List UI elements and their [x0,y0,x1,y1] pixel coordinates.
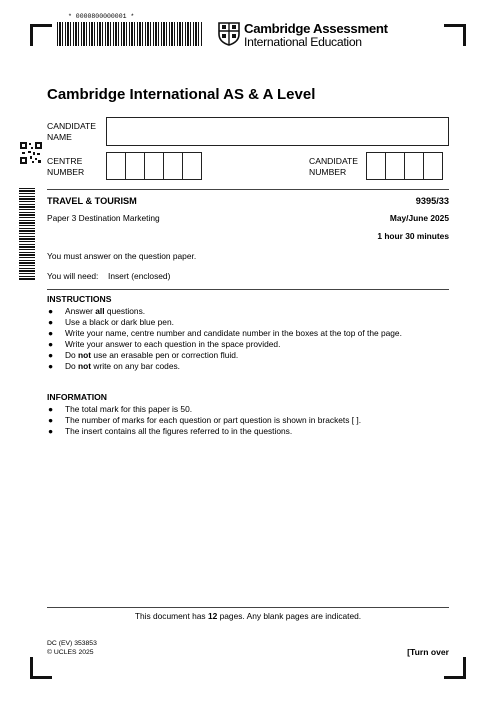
instructions-heading: INSTRUCTIONS [47,294,112,304]
corner-mark-top-right-h [444,24,466,27]
brand-line-2: International Education [244,35,362,49]
you-will-need-label: You will need: [47,271,99,281]
centre-number-label: CENTRE NUMBER [47,156,85,177]
turn-over-note: [Turn over [407,647,449,657]
candidate-name-field[interactable] [106,117,449,146]
corner-mark-bottom-right-h [444,676,466,679]
candidate-name-label: CANDIDATE NAME [47,121,97,142]
corner-mark-top-left [30,24,33,46]
side-barcode [19,188,35,280]
page-count-note: This document has 12 pages. Any blank pages are indicated. [134,611,362,621]
answer-note: You must answer on the question paper. [47,251,197,261]
centre-number-cell[interactable] [163,152,183,180]
qualification-title: Cambridge International AS & A Level [47,86,316,103]
copyright-notice: © UCLES 2025 [47,649,94,656]
paper-title: Paper 3 Destination Marketing [47,213,160,223]
corner-mark-bottom-left-h [30,676,52,679]
divider [47,189,449,190]
brand-line-1: Cambridge Assessment [244,21,388,36]
centre-number-cell[interactable] [125,152,145,180]
information-heading: INFORMATION [47,392,107,402]
centre-number-field[interactable] [106,152,201,180]
top-barcode [57,22,203,46]
corner-mark-top-left-h [30,24,52,27]
subject-title: TRAVEL & TOURISM [47,196,137,206]
paper-code: 9395/33 [415,196,449,206]
cambridge-shield-icon [218,22,240,46]
candidate-number-cell[interactable] [366,152,386,180]
centre-number-cell[interactable] [106,152,126,180]
footer-divider [47,607,449,608]
candidate-number-label: CANDIDATE NUMBER [309,156,359,177]
qr-code-icon [20,142,42,164]
candidate-number-field[interactable] [366,152,442,180]
candidate-number-cell[interactable] [385,152,405,180]
candidate-number-cell[interactable] [404,152,424,180]
document-reference: DC (EV) 353853 [47,640,97,647]
you-will-need-value: Insert (enclosed) [108,271,171,281]
centre-number-cell[interactable] [144,152,164,180]
corner-mark-top-right [463,24,466,46]
centre-number-cell[interactable] [182,152,202,180]
exam-duration: 1 hour 30 minutes [377,231,449,241]
exam-session: May/June 2025 [389,213,449,223]
divider [47,289,449,290]
candidate-number-cell[interactable] [423,152,443,180]
barcode-number: * 0000800000001 * [68,13,135,20]
